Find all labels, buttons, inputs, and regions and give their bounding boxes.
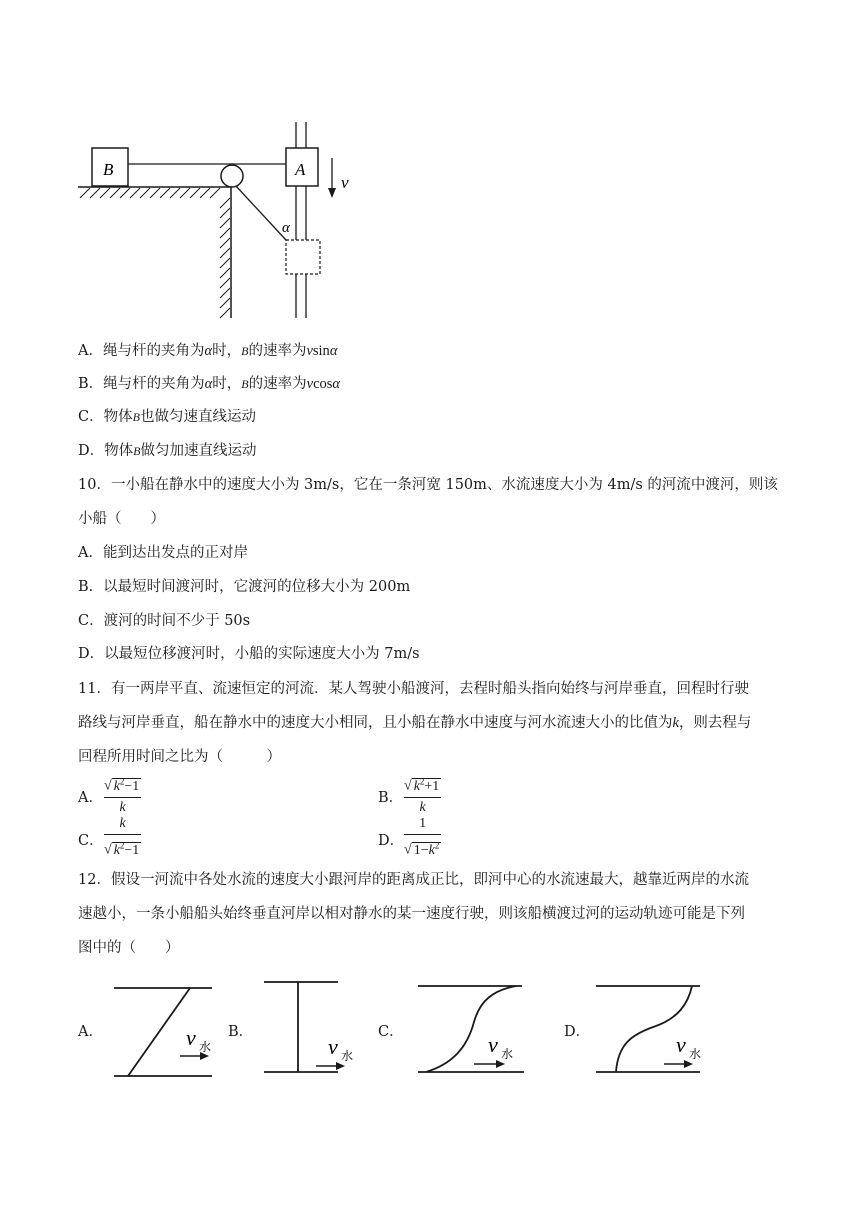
v-sub-b: 水	[341, 1049, 354, 1063]
trajectory-diagram-a	[108, 982, 218, 1082]
q12-stem-line2: 速越小，一条小船船头始终垂直河岸以相对静水的某一速度行驶，则该船横渡过河的运动轨迹可能是下列	[78, 906, 745, 922]
q11-option-d-fraction: 1 √ $1-k^2$	[404, 816, 440, 858]
q11-option-c-label: C．	[78, 833, 104, 849]
q11-option-b-label: B．	[378, 790, 404, 806]
q10-option-c: C．渡河的时间不少于 50s	[78, 613, 251, 629]
q10-stem-line1: 10．一小船在静水中的速度大小为 3m/s，它在一条河宽 150m、水流速度大小为 4m/s 的河流中渡河，则该	[78, 477, 778, 493]
q11-stem-line2: 路线与河岸垂直，船在静水中的速度大小相同，且小船在静水中速度与河水流速大小的比值为k，则去程与	[78, 715, 752, 731]
label-v: v	[341, 173, 349, 192]
label-b: B	[103, 160, 114, 179]
v-label-a: v	[186, 1025, 196, 1050]
q12-option-c-label: C．	[378, 1024, 404, 1040]
q11-option-a-label: A．	[78, 790, 103, 806]
q11-stem-line1: 11．有一两岸平直、流速恒定的河流．某人驾驶小船渡河，去程时船头指向始终与河岸垂直，回程时行驶	[78, 681, 749, 697]
q9-option-d: D．物体B做匀加速直线运动	[78, 443, 257, 459]
v-sub-a: 水	[199, 1040, 212, 1054]
trajectory-diagram-c	[412, 978, 542, 1078]
v-label-c: v	[488, 1032, 498, 1057]
q11-option-d-label: D．	[378, 833, 405, 849]
q11-option-a-fraction: √ $k^2-1$ k	[104, 776, 140, 815]
q10-option-d: D．以最短位移渡河时，小船的实际速度大小为 7m/s	[78, 646, 420, 662]
q12-option-b-label: B．	[228, 1024, 254, 1040]
q12-stem-line1: 12．假设一河流中各处水流的速度大小跟河岸的距离成正比，即河中心的水流速最大，越靠近两岸的水流	[78, 872, 749, 888]
pulley-diagram	[70, 118, 370, 323]
q12-option-a-label: A．	[78, 1024, 103, 1040]
v-label-d: v	[676, 1032, 686, 1057]
v-sub-d: 水	[689, 1047, 702, 1061]
q11-option-c-fraction: k √ $k^2-1$	[104, 816, 140, 858]
q9-option-b: B．绳与杆的夹角为α时，B的速率为vcosα	[78, 376, 341, 392]
q9-option-c: C．物体B也做匀速直线运动	[78, 409, 256, 425]
v-sub-c: 水	[501, 1047, 514, 1061]
q12-option-d-label: D．	[564, 1024, 591, 1040]
v-label-b: v	[328, 1034, 338, 1059]
q11-option-b-fraction: √ $k^2+1$ k	[404, 776, 440, 815]
label-a: A	[295, 160, 306, 179]
q9-option-a: A．绳与杆的夹角为α时，B的速率为vsinα	[78, 343, 338, 359]
q10-stem-line2: 小船（ ）	[78, 511, 165, 527]
trajectory-diagram-d	[592, 978, 712, 1078]
q10-option-b: B．以最短时间渡河时，它渡河的位移大小为 200m	[78, 579, 411, 595]
label-alpha: α	[282, 220, 290, 236]
q11-stem-line3: 回程所用时间之比为（ ）	[78, 749, 281, 765]
trajectory-diagram-b	[258, 978, 368, 1078]
q12-stem-line3: 图中的（ ）	[78, 940, 180, 956]
q10-option-a: A．能到达出发点的正对岸	[78, 545, 248, 561]
